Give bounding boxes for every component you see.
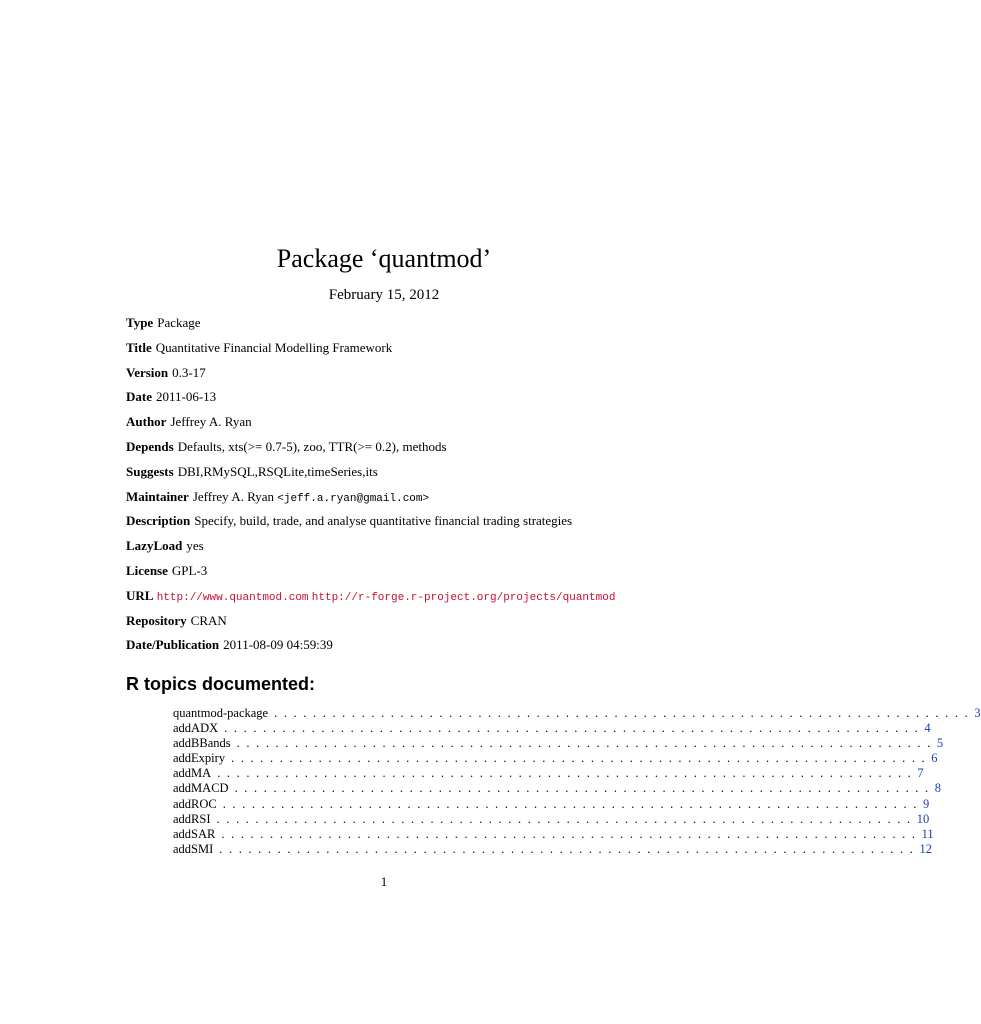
- toc-entry[interactable]: [173, 781, 942, 796]
- toc-page-link[interactable]: 12: [919, 841, 932, 856]
- field-license: [126, 559, 686, 584]
- toc-page-link[interactable]: 11: [921, 826, 934, 841]
- toc-entry-name: addSAR: [173, 826, 216, 841]
- field-value: yes: [186, 538, 204, 554]
- toc-leader-dots: ........................................................................: [221, 826, 922, 841]
- field-value: 0.3-17: [172, 364, 206, 380]
- toc-page-link[interactable]: 7: [917, 766, 924, 781]
- toc-entry[interactable]: [173, 811, 930, 827]
- toc-entry-name: addROC: [173, 796, 217, 811]
- field-maintainer: [126, 485, 686, 510]
- field-value: GPL-3: [171, 562, 208, 578]
- toc-leader-dots: ........................................................................: [222, 796, 923, 811]
- field-title: [126, 336, 686, 361]
- field-url: [126, 584, 686, 609]
- toc-page-link[interactable]: 6: [931, 751, 938, 766]
- toc-entry[interactable]: [173, 706, 981, 721]
- field-value: DBI,RMySQL,RSQLite,timeSeries,its: [177, 463, 378, 479]
- field-value: Jeffrey A. Ryan: [192, 488, 275, 504]
- field-key: Suggests: [126, 463, 174, 479]
- toc-entry-name: quantmod-package: [173, 706, 269, 720]
- field-key: Repository: [126, 612, 187, 628]
- url-link-rforge[interactable]: http://r-forge.r-project.org/projects/quantmod: [311, 591, 616, 604]
- field-key: Version: [126, 364, 169, 380]
- toc-entry-name: addMA: [173, 766, 212, 781]
- field-lazyload: [126, 534, 686, 559]
- toc-leader-dots: ........................................................................: [231, 751, 932, 766]
- toc-entry-name: addBBands: [173, 736, 231, 751]
- field-value: Specify, build, trade, and analyse quantitative financial trading strategies: [194, 513, 573, 529]
- toc-entry[interactable]: [173, 766, 924, 781]
- field-value: 2011-08-09 04:59:39: [223, 637, 333, 653]
- toc-entry-name: addMACD: [173, 781, 229, 796]
- toc-page-link[interactable]: 10: [916, 811, 930, 826]
- toc-page-link[interactable]: 3: [974, 706, 981, 720]
- document-date: February 15, 2012: [328, 287, 440, 303]
- toc-leader-dots: ........................................................................: [224, 721, 925, 736]
- toc-leader-dots: ........................................................................: [217, 766, 918, 781]
- toc-page-link[interactable]: 4: [924, 721, 931, 736]
- toc-entry[interactable]: [173, 826, 934, 842]
- toc-entry[interactable]: [173, 721, 931, 736]
- maintainer-email: <jeff.a.ryan@gmail.com>: [277, 492, 430, 505]
- field-value: CRAN: [190, 612, 227, 628]
- toc-leader-dots: ........................................................................: [219, 841, 920, 856]
- section-heading: R topics documented:: [126, 674, 316, 694]
- toc-entry[interactable]: [173, 796, 930, 812]
- field-key: Date/Publication: [126, 637, 220, 653]
- field-date: [126, 385, 686, 410]
- field-version: [126, 361, 686, 386]
- page-number: 1: [380, 874, 388, 889]
- field-key: Author: [126, 414, 167, 430]
- toc-page-link[interactable]: 8: [934, 781, 942, 796]
- toc-entry-name: addRSI: [173, 811, 211, 826]
- field-key: Type: [126, 315, 154, 330]
- field-value: 2011-06-13: [156, 389, 217, 405]
- field-type: [126, 311, 686, 336]
- toc-leader-dots: ........................................................................: [236, 736, 937, 751]
- field-author: [126, 410, 686, 435]
- toc-entry-name: addSMI: [173, 841, 214, 856]
- field-key: URL: [126, 587, 154, 603]
- toc-entry[interactable]: [173, 841, 932, 857]
- url-link-quantmod[interactable]: http://www.quantmod.com: [156, 591, 309, 604]
- toc-leader-dots: ........................................................................: [216, 811, 917, 826]
- toc-entry[interactable]: [173, 751, 938, 766]
- field-value: Defaults, xts(>= 0.7-5), zoo, TTR(>= 0.2), methods: [177, 438, 447, 454]
- field-key: LazyLoad: [126, 538, 183, 554]
- field-key: Description: [126, 513, 191, 529]
- toc-page-link[interactable]: 5: [936, 736, 944, 751]
- field-key: Title: [126, 339, 152, 355]
- package-title: Package ‘quantmod’: [276, 244, 492, 273]
- field-key: Date: [126, 389, 152, 405]
- field-key: Depends: [126, 438, 174, 454]
- field-date-publication: [126, 633, 686, 658]
- toc-entry[interactable]: [173, 736, 944, 751]
- field-suggests: [126, 460, 686, 485]
- field-description: [126, 509, 686, 534]
- table-of-contents: [173, 706, 981, 857]
- toc-page-link[interactable]: 9: [922, 796, 930, 811]
- toc-leader-dots: ........................................................................: [274, 706, 975, 720]
- toc-entry-name: addExpiry: [173, 751, 226, 766]
- toc-leader-dots: ........................................................................: [234, 781, 935, 796]
- field-depends: [126, 435, 686, 460]
- field-value: Jeffrey A. Ryan: [170, 414, 252, 430]
- metadata-fields: [126, 311, 686, 658]
- toc-entry-name: addADX: [173, 721, 219, 736]
- field-value: Quantitative Financial Modelling Framework: [155, 339, 393, 355]
- field-repository: [126, 609, 686, 634]
- field-value: Package: [157, 315, 201, 330]
- field-key: License: [126, 562, 168, 578]
- field-key: Maintainer: [126, 488, 189, 504]
